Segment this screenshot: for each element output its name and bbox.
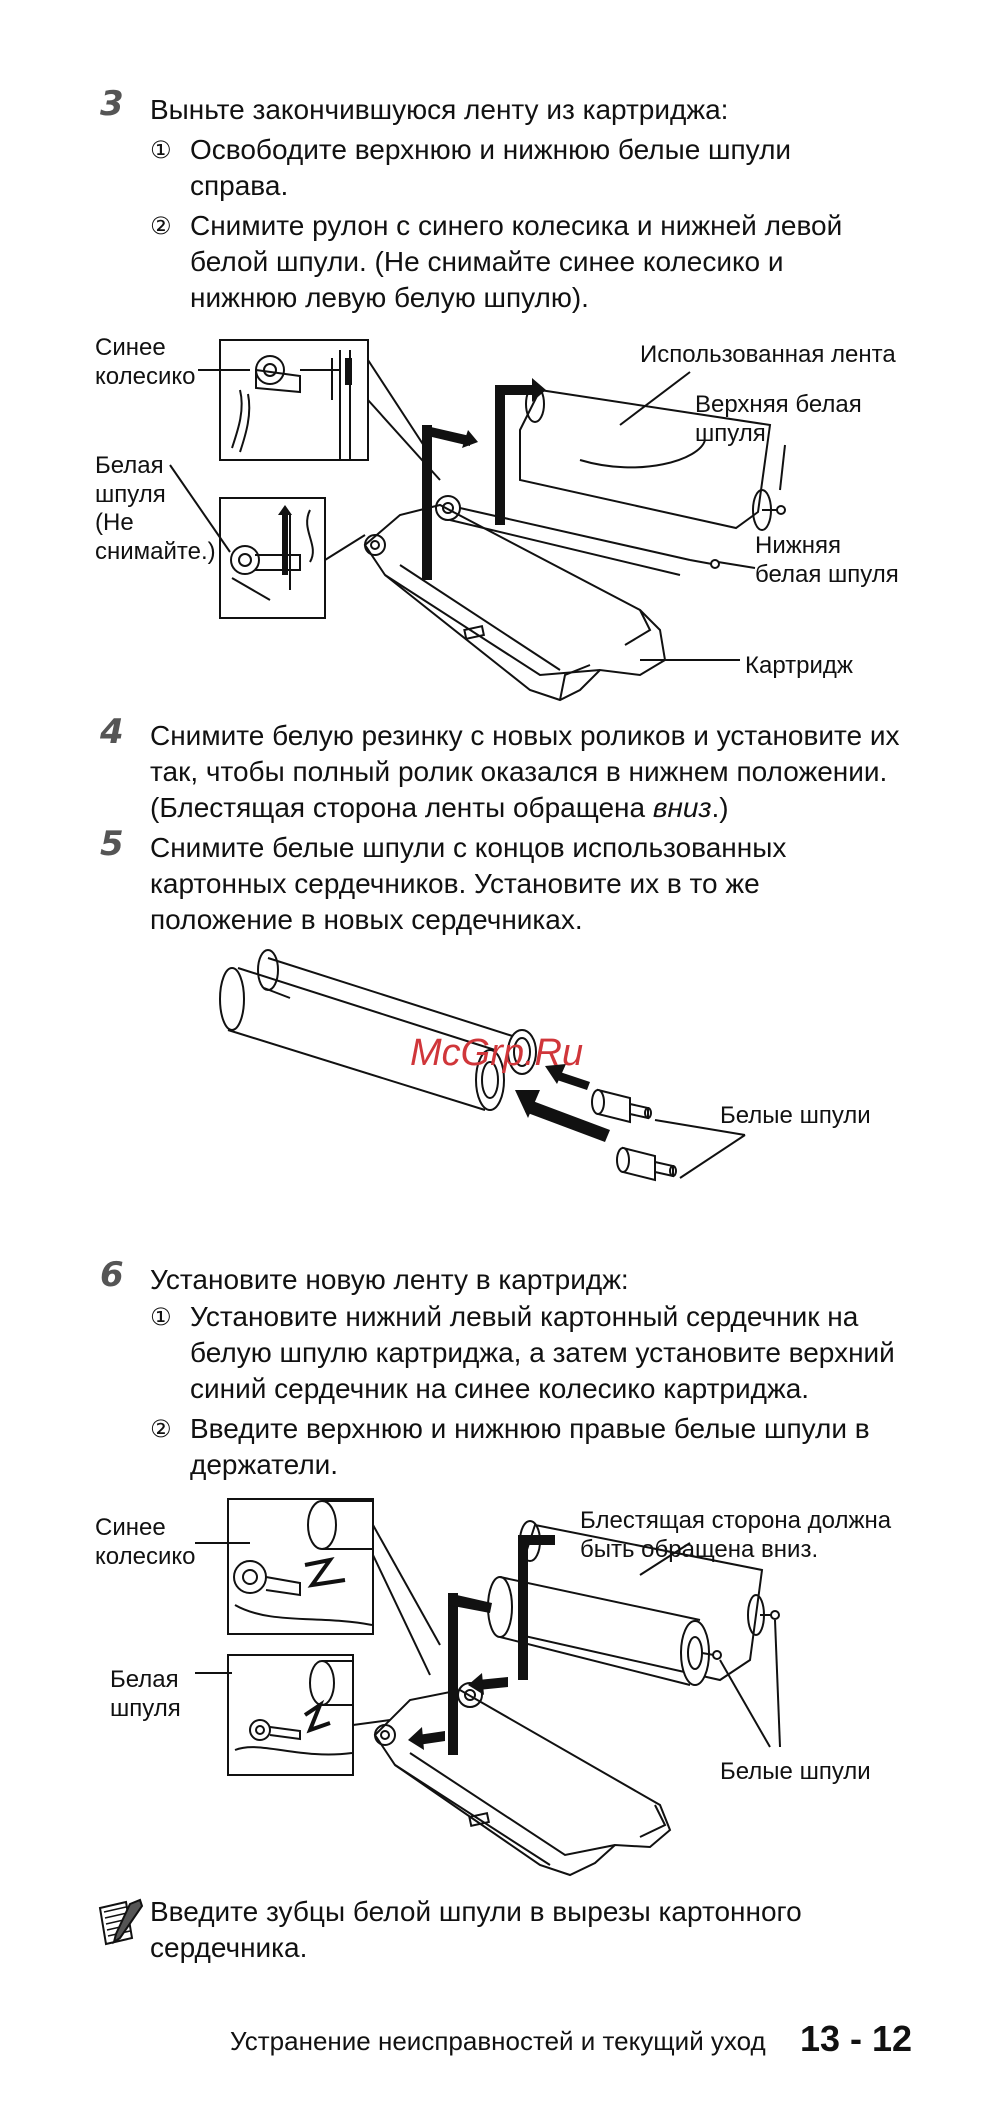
- fig1-label-spool-keep-2: шпуля: [95, 481, 166, 508]
- step-6-title: Установите новую ленту в картридж:: [150, 1264, 629, 1295]
- step-4-line3-start: (Блестящая сторона ленты обращена: [150, 792, 653, 823]
- step-6-sub2-line1: Введите верхнюю и нижнюю правые белые шпули в: [190, 1413, 870, 1444]
- step-3-sub2-line3: нижнюю левую белую шпулю).: [190, 282, 589, 313]
- step-6-sub1-line1: Установите нижний левый картонный сердечник на: [190, 1301, 859, 1332]
- fig1-label-upper-spool-1: Верхняя белая: [695, 391, 862, 418]
- fig1-label-spool-keep-3: (Не: [95, 509, 134, 536]
- fig3-label-blue-wheel-2: колесико: [95, 1543, 196, 1570]
- fig1-label-blue-wheel-1: Синее: [95, 334, 166, 361]
- step-5-line3: положение в новых сердечниках.: [150, 904, 583, 935]
- step-4-number: 4: [100, 712, 124, 752]
- note-line1: Введите зубцы белой шпули в вырезы картонного: [150, 1896, 802, 1927]
- fig1-label-lower-spool-1: Нижняя: [755, 532, 842, 559]
- fig3-label-white-spool-2: шпуля: [110, 1695, 181, 1722]
- step-3-sub2-line1: Снимите рулон с синего колесика и нижней левой: [190, 210, 843, 241]
- step-6-number: 6: [100, 1255, 124, 1295]
- step-4-line3-end: .): [711, 792, 729, 823]
- fig1-label-spool-keep-1: Белая: [95, 452, 164, 479]
- step-6-sub2-marker: ②: [150, 1415, 172, 1443]
- step-4-line3: [150, 790, 729, 826]
- step-4-line3-italic: вниз: [652, 792, 712, 823]
- footer-page-number: 13 - 12: [800, 2018, 913, 2059]
- step-6-sub2-line2: держатели.: [190, 1449, 339, 1480]
- step-3-title: Выньте закончившуюся ленту из картриджа:: [150, 94, 729, 125]
- step-3-sub2-line2: белой шпули. (Не снимайте синее колесико и: [190, 246, 784, 277]
- step-3-sub1-line1: Освободите верхнюю и нижнюю белые шпули: [190, 134, 792, 165]
- fig1-label-upper-spool-2: шпуля: [695, 420, 766, 447]
- step-4-line1: Снимите белую резинку с новых роликов и установите их: [150, 720, 900, 751]
- step-3-sub1-marker: ①: [150, 136, 172, 164]
- inset-white-spool-install: [228, 1655, 353, 1775]
- note-line2: сердечника.: [150, 1932, 308, 1963]
- watermark: McGrp.Ru: [410, 1032, 584, 1074]
- step-3-number: 3: [100, 84, 124, 124]
- fig1-label-cartridge: Картридж: [745, 652, 853, 679]
- step-3-sub1-line2: справа.: [190, 170, 289, 201]
- fig3-label-blue-wheel-1: Синее: [95, 1514, 166, 1541]
- step-5-number: 5: [100, 824, 124, 864]
- fig3-label-white-spool-1: Белая: [110, 1666, 179, 1693]
- footer-section-title: Устранение неисправностей и текущий уход: [230, 2026, 766, 2056]
- fig1-label-used-ribbon: Использованная лента: [640, 341, 896, 368]
- new-white-spool-1: [592, 1090, 651, 1122]
- fig1-label-lower-spool-2: белая шпуля: [755, 561, 899, 588]
- step-3-sub2-marker: ②: [150, 212, 172, 240]
- figure-new-rolls-spools: [0, 940, 1000, 1240]
- fig3-label-shiny-side-2: быть обращена вниз.: [580, 1536, 819, 1563]
- step-5-line2: картонных сердечников. Установите их в то же: [150, 868, 760, 899]
- step-5-line1: Снимите белые шпули с концов использованных: [150, 832, 787, 863]
- fig2-label-white-spools: Белые шпули: [720, 1102, 871, 1129]
- step-4-line2: так, чтобы полный ролик оказался в нижнем положении.: [150, 756, 888, 787]
- inset-blue-wheel-install: [228, 1499, 373, 1634]
- fig3-label-shiny-side-1: Блестящая сторона должна: [580, 1507, 892, 1534]
- fig3-label-white-spools: Белые шпули: [720, 1758, 871, 1785]
- fig1-label-spool-keep-4: снимайте.): [95, 538, 216, 565]
- note-pencil-icon: [96, 1898, 144, 1950]
- step-6-sub1-line2: белую шпулю картриджа, а затем установите верхний: [190, 1337, 895, 1368]
- step-6-sub1-marker: ①: [150, 1303, 172, 1331]
- fig1-label-blue-wheel-2: колесико: [95, 363, 196, 390]
- inset-white-spool: [220, 498, 325, 618]
- step-6-sub1-line3: синий сердечник на синее колесико картриджа.: [190, 1373, 810, 1404]
- new-white-spool-2: [617, 1148, 676, 1180]
